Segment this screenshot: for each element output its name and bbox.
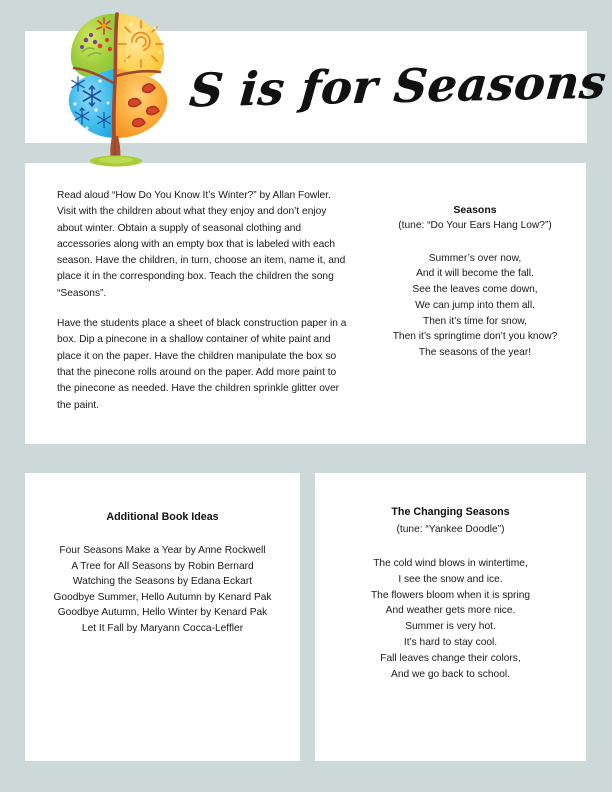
page-title bbox=[187, 46, 609, 126]
book-list bbox=[47, 543, 278, 637]
activity-paragraph: Have the students place a sheet of black construction paper in a box. Dip a pinecone in a shallow container of white paint and place it on the paper. Have the children manipulate the box so that the pinecone rolls around on the paper. Add more paint to the pinecone as needed. Have the children sprinkle glitter over the paint. bbox=[57, 318, 347, 411]
song-title: Seasons bbox=[453, 204, 497, 216]
lyric-line: We can jump into them all. bbox=[415, 299, 535, 311]
song-lyrics bbox=[335, 556, 566, 682]
main-activity-card bbox=[25, 163, 586, 444]
four-seasons-tree-icon bbox=[52, 8, 184, 168]
lyric-line: I see the snow and ice. bbox=[398, 573, 503, 585]
lyric-line: And weather gets more nice. bbox=[385, 605, 516, 617]
changing-seasons-song-card bbox=[315, 473, 586, 761]
song-lyrics bbox=[385, 251, 565, 362]
lyric-line: Then it’s time for snow, bbox=[423, 315, 527, 327]
song-title: The Changing Seasons bbox=[391, 506, 510, 518]
additional-book-ideas-card bbox=[25, 473, 300, 761]
lyric-line: See the leaves come down, bbox=[412, 284, 538, 296]
lyric-line: And we go back to school. bbox=[391, 668, 510, 680]
song-tune: (tune: “Yankee Doodle”) bbox=[396, 524, 505, 535]
lyric-line: The cold wind blows in wintertime, bbox=[373, 558, 528, 569]
lyric-line: The flowers bloom when it is spring bbox=[370, 589, 531, 601]
lyric-line: The seasons of the year! bbox=[418, 347, 532, 359]
activity-text-column bbox=[57, 188, 352, 414]
lyric-line: It’s hard to stay cool. bbox=[403, 636, 498, 648]
lyric-line: Summer’s over now, bbox=[428, 252, 522, 264]
list-item: A Tree for All Seasons by Robin Bernard bbox=[71, 560, 254, 572]
lyric-line: And it will become the fall. bbox=[416, 268, 534, 280]
lyric-line: Then it’s springtime don’t you know? bbox=[392, 331, 558, 343]
list-item: Watching the Seasons by Edana Eckart bbox=[72, 576, 253, 588]
list-item: Goodbye Summer, Hello Autumn by Kenard Pak bbox=[53, 591, 272, 603]
lyric-line: Summer is very hot. bbox=[405, 621, 496, 633]
activity-paragraph: Read aloud “How Do You Know It’s Winter?” by Allan Fowler. Visit with the children about what they enjoy and don’t enjoy about winter. Obtain a supply of seasonal clothing and accessories along with an empty box that is labeled with each season. Have the children, in turn, choose an item, name it, and place it in the corresponding box. Teach the children the song “Seasons”. bbox=[57, 190, 346, 299]
seasons-song-column bbox=[385, 203, 565, 361]
list-item: Let It Fall by Maryann Cocca-Leffler bbox=[81, 622, 244, 634]
lyric-line: Fall leaves change their colors, bbox=[380, 652, 521, 664]
book-ideas-title: Additional Book Ideas bbox=[106, 511, 219, 523]
page-title-text: S is for Seasons bbox=[187, 54, 609, 118]
list-item: Four Seasons Make a Year by Anne Rockwell bbox=[59, 545, 266, 556]
list-item: Goodbye Autumn, Hello Winter by Kenard Pak bbox=[57, 607, 268, 619]
song-tune: (tune: “Do Your Ears Hang Low?”) bbox=[398, 220, 552, 231]
